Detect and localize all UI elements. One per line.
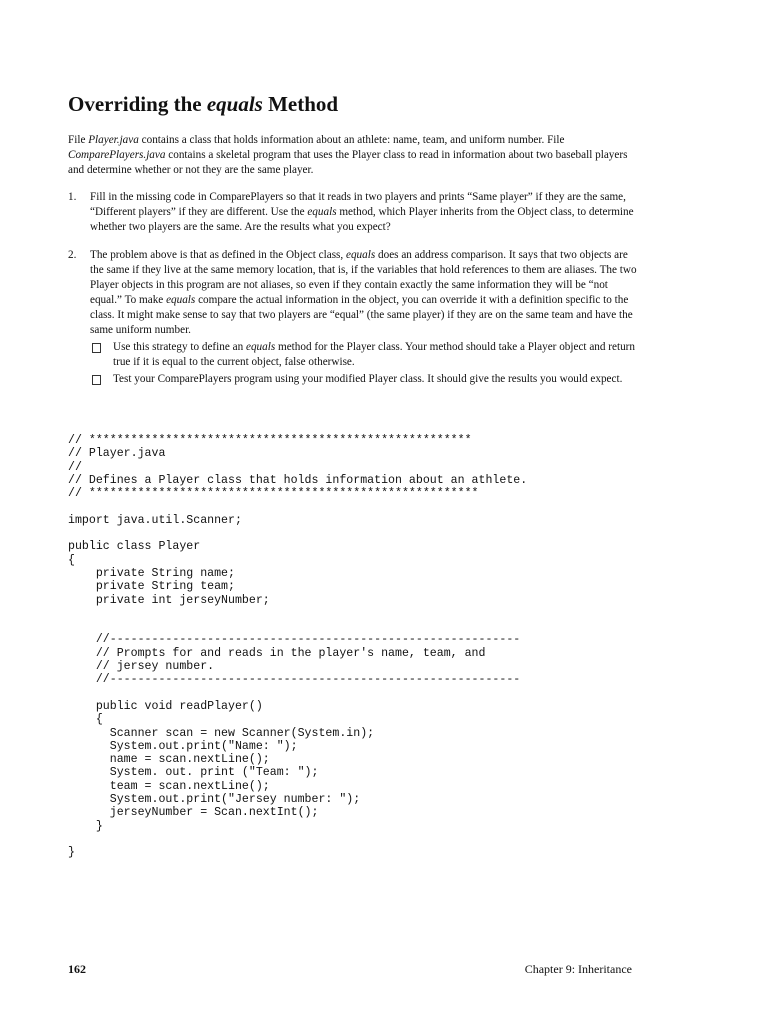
exercise-item-1 bbox=[68, 190, 638, 235]
item-number: 1. bbox=[68, 191, 77, 203]
list-item: Use this strategy to define an equals method for the Player class. Your method should take a Player object and return true if it is equal to the current object, false otherwise. bbox=[90, 340, 638, 370]
title-prefix: Overriding the bbox=[68, 92, 207, 116]
list-item: Test your ComparePlayers program using your modified Player class. It should give the results you would expect. bbox=[90, 372, 638, 387]
bullet-list bbox=[90, 340, 638, 387]
filename-player: Player.java bbox=[88, 134, 139, 146]
item-text: The problem above is that as defined in the Object class, equals does an address comparison. It says that two objects are the same if they live at the same memory location, that is, if the variables that hold references to them are aliases. The two Player objects in this program are not aliases, so even if they contain exactly the same information they will be “not equal.” To make equals compare the actual information in the object, you can override it with a definition specific to the class. It might make sense to say that two players are “equal” (the same player) if they are on the same team and have the same uniform number. Use this strategy to define an equals method for the Player class. Your method should take a Player object and return true if it is equal to the current object, false otherwise. Test your ComparePlayers program using your modified Player class. It should give the results you would expect. bbox=[90, 249, 637, 385]
checkbox-bullet-icon bbox=[92, 375, 101, 385]
chapter-label: Chapter 9: Inheritance bbox=[524, 962, 632, 976]
checkbox-bullet-icon bbox=[92, 343, 101, 353]
item-number: 2. bbox=[68, 249, 77, 261]
title-emphasis: equals bbox=[206, 92, 263, 116]
intro-paragraph: File Player.java contains a class that holds information about an athlete: name, team, and uniform number. File ComparePlayers.java contains a skeletal program that uses the Player class to read in information about two baseball players and determine whether or not they are the same player. bbox=[68, 134, 628, 176]
page-number: 162 bbox=[68, 962, 86, 976]
code-listing: // ******************************************************* // Player.java // // Defines a Player class that holds information about an athlete. // ******************************************************** import java.util.Scanner; public class Player { private String name; private String team; private int jerseyNumber; //----------------------------------------------------------- // Prompts for and reads in the player's name, team, and // jersey number. //----------------------------------------------------------- public void readPlayer() { Scanner scan = new Scanner(System.in); System.out.print("Name: "); name = scan.nextLine(); System. out. print ("Team: "); team = scan.nextLine(); System.out.print("Jersey number: "); jerseyNumber = Scan.nextInt(); } } bbox=[68, 434, 528, 860]
filename-compareplayers: ComparePlayers.java bbox=[68, 149, 166, 161]
title-suffix: Method bbox=[262, 92, 339, 116]
page-title bbox=[68, 92, 338, 117]
exercise-item-2 bbox=[68, 248, 638, 387]
item-text: Fill in the missing code in ComparePlayers so that it reads in two players and prints “Same player” if they are the same, “Different players” if they are different. Use the equals method, which Player inherits from the Object class, to determine whether two players are the same. Are the results what you expect? bbox=[90, 191, 634, 233]
